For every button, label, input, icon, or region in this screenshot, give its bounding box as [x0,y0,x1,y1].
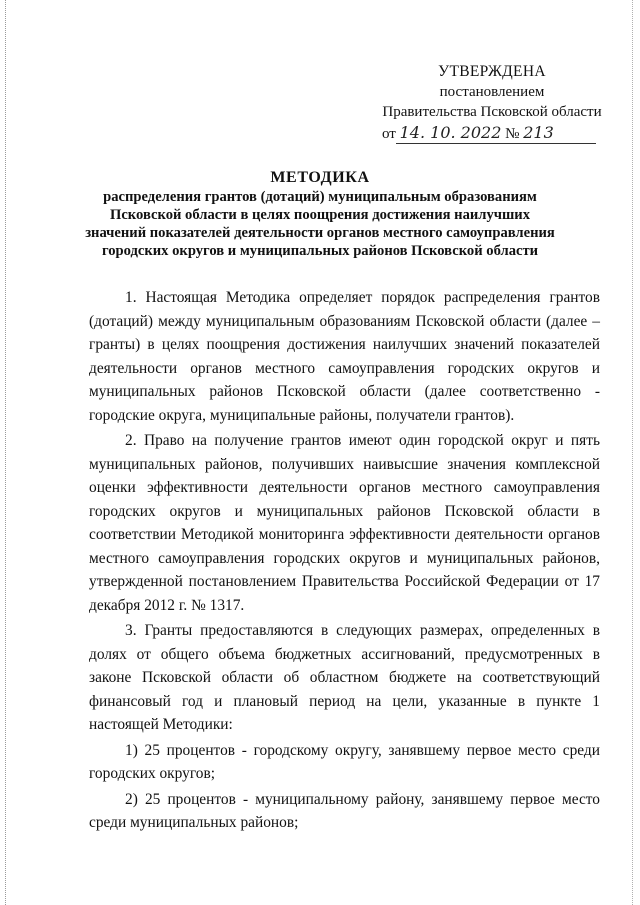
handwritten-date: 14. 10. 2022 [399,123,502,142]
list-item-1: 1) 25 процентов - городскому округу, занявшему первое место среди городских округов; [89,741,600,782]
paragraph-2: 2. Право на получение грантов имеют один городской округ и пять муниципальных районов, получивших наивысшие значения комплексной оценки эффективности деятельности органов местного самоуправления городских округов и муниципальных районов Псковской области в соответствии Методикой мониторинга эффективности деятельности органов местного самоуправления городских округов и муниципальных районов, утвержденной постановлением Правительства Российской Федерации от 17 декабря 2012 г. № 1317. [89,432,600,614]
approval-date-number-line [372,123,612,147]
approval-line-1: постановлением [439,84,545,100]
from-label: от [382,126,396,142]
paragraph-3: 3. Гранты предоставляются в следующих размерах, определенных в долях от общего объема бюджетных ассигнований, предусмотренных в законе Псковской области об областном бюджете на соответствующий финансовый год и плановый период на цели, указанные в пункте 1 настоящей Методики: [89,622,600,733]
number-label: № [505,126,520,142]
handwritten-number: 213 [523,123,554,142]
document-subtitle: распределения грантов (дотаций) муниципальным образованиям Псковской области в целях поощрения достижения наилучших значений показателей деятельности органов местного самоуправления городских округов и муниципальных районов Псковской области [85,189,555,259]
scan-edge-right [632,0,634,905]
list-item-2: 2) 25 процентов - муниципальному району, занявшему первое место среди муниципальных районов; [89,790,600,831]
document-title: МЕТОДИКА [270,169,370,186]
approval-stamp-block [372,62,612,147]
scan-edge-left [5,0,7,905]
signature-underline [396,143,596,145]
document-title-block [78,168,562,260]
approval-line-2: Правительства Псковской области [382,104,602,120]
approval-heading: УТВЕРЖДЕНА [438,63,546,80]
paragraph-1: 1. Настоящая Методика определяет порядок распределения грантов (дотаций) между муниципальным образованиям Псковской области (далее – гранты) в целях поощрения достижения наилучших значений показателей деятельности органов местного самоуправления городских округов и муниципальных районов Псковской области (далее соответственно - городские округа, муниципальные районы, получатели грантов). [89,289,600,424]
document-body [89,286,600,837]
